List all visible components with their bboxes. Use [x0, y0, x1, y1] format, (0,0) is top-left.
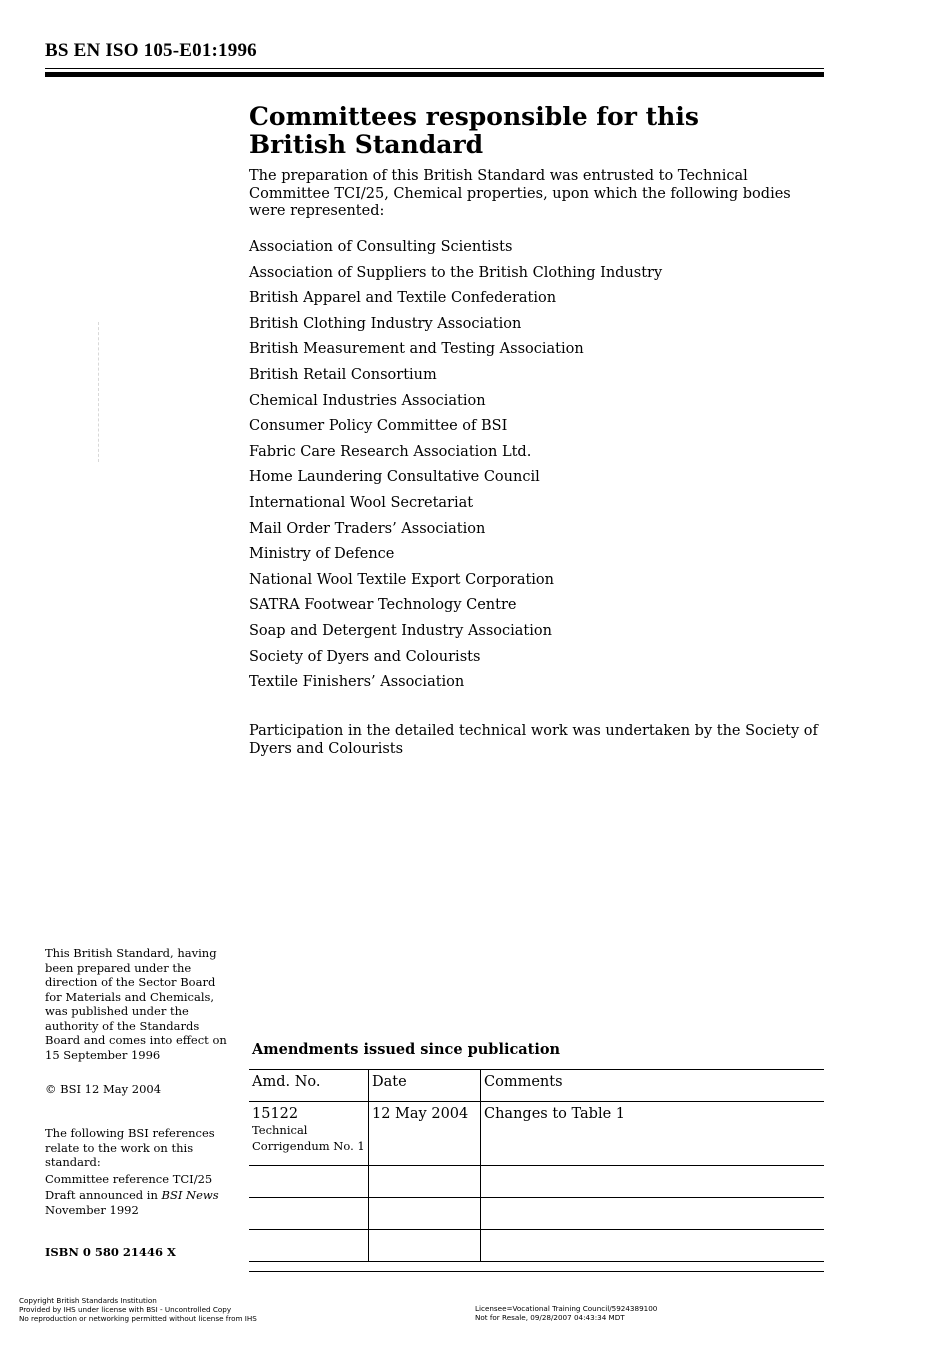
amd-number: 15122: [252, 1106, 299, 1122]
amd-comments-cell: Changes to Table 1: [481, 1102, 825, 1166]
list-item: British Retail Consortium: [249, 366, 437, 383]
header-rule-thick: [45, 72, 824, 77]
amd-date-cell: 12 May 2004: [369, 1102, 481, 1166]
amd-no-cell: [249, 1102, 369, 1166]
list-item: Association of Suppliers to the British Clothing Industry: [249, 264, 663, 281]
footer-copyright: [19, 1297, 257, 1323]
empty-cell: [481, 1198, 825, 1230]
list-item: Textile Finishers’ Association: [249, 674, 465, 691]
draft-publication: BSI News: [161, 1188, 219, 1202]
empty-cell: [249, 1166, 369, 1198]
header-rule-thin: [45, 68, 824, 69]
list-item: International Wool Secretariat: [249, 494, 474, 511]
list-item: Soap and Detergent Industry Association: [249, 622, 552, 639]
list-item: British Apparel and Textile Confederation: [249, 290, 557, 307]
amd-type-line1: Technical: [252, 1123, 308, 1137]
list-item: National Wool Textile Export Corporation: [249, 571, 554, 588]
amendments-table: [249, 1069, 824, 1262]
empty-cell: [481, 1166, 825, 1198]
table-header-row: [249, 1070, 824, 1102]
list-item: British Measurement and Testing Association: [249, 341, 584, 358]
amd-type-line2: Corrigendum No. 1: [252, 1139, 365, 1153]
footer-licensee: [475, 1305, 657, 1323]
represented-bodies-list: [249, 237, 829, 698]
draft-announcement: [45, 1188, 230, 1217]
amendments-title: Amendments issued since publication: [252, 1041, 561, 1058]
list-item: Consumer Policy Committee of BSI: [249, 418, 508, 435]
table-row: [249, 1198, 824, 1230]
references-intro: The following BSI references relate to the work on this standard:: [45, 1126, 215, 1169]
footer-line: Licensee=Vocational Training Council/5924389100: [475, 1304, 658, 1313]
empty-cell: [369, 1230, 481, 1262]
list-item: Home Laundering Consultative Council: [249, 469, 540, 486]
page-title-line1: Committees responsible for this: [249, 102, 699, 131]
footer-rule: [249, 1271, 824, 1272]
draft-prefix: Draft announced in: [45, 1188, 162, 1202]
list-item: Society of Dyers and Colourists: [249, 648, 481, 665]
sidebar-publication-note: This British Standard, having been prepared under the direction of the Sector Board for Materials and Chemicals, was published under the authority of the Standards Board and comes into effect on 15 September 1996: [45, 946, 227, 1062]
page-title-line2: British Standard: [249, 130, 484, 159]
column-header: Date: [369, 1070, 481, 1102]
footer-line: No reproduction or networking permitted without license from IHS: [19, 1313, 257, 1323]
committee-reference: Committee reference TCI/25: [45, 1171, 213, 1186]
isbn: ISBN 0 580 21446 X: [45, 1245, 176, 1259]
draft-date: November 1992: [45, 1202, 139, 1217]
intro-paragraph: The preparation of this British Standard was entrusted to Technical Committee TCI/25, Chemical properties, upon which the following bodies were represented:: [249, 168, 791, 219]
list-item: Association of Consulting Scientists: [249, 239, 513, 255]
sidebar-copyright: © BSI 12 May 2004: [45, 1082, 162, 1096]
page-title: [249, 103, 809, 159]
footer-line: Provided by IHS under license with BSI - Uncontrolled Copy: [19, 1304, 232, 1314]
list-item: Fabric Care Research Association Ltd.: [249, 443, 532, 460]
table-row: [249, 1102, 824, 1166]
table-row: [249, 1230, 824, 1262]
list-item: Ministry of Defence: [249, 546, 395, 563]
empty-cell: [249, 1198, 369, 1230]
empty-cell: [369, 1166, 481, 1198]
footer-line: Copyright British Standards Institution: [19, 1296, 157, 1305]
empty-cell: [369, 1198, 481, 1230]
list-item: Chemical Industries Association: [249, 392, 486, 409]
table-row: [249, 1166, 824, 1198]
document-id: BS EN ISO 105-E01:1996: [45, 40, 257, 61]
empty-cell: [481, 1230, 825, 1262]
participation-paragraph: Participation in the detailed technical work was undertaken by the Society of Dyers and Colourists: [249, 723, 818, 757]
list-item: Mail Order Traders’ Association: [249, 520, 486, 537]
footer-line: Not for Resale, 09/28/2007 04:43:34 MDT: [475, 1312, 625, 1322]
column-header: Amd. No.: [249, 1070, 369, 1102]
list-item: British Clothing Industry Association: [249, 315, 522, 332]
sidebar-references: [45, 1126, 230, 1217]
column-header: Comments: [481, 1070, 825, 1102]
margin-artifact: [98, 322, 107, 462]
empty-cell: [249, 1230, 369, 1262]
list-item: SATRA Footwear Technology Centre: [249, 597, 517, 614]
